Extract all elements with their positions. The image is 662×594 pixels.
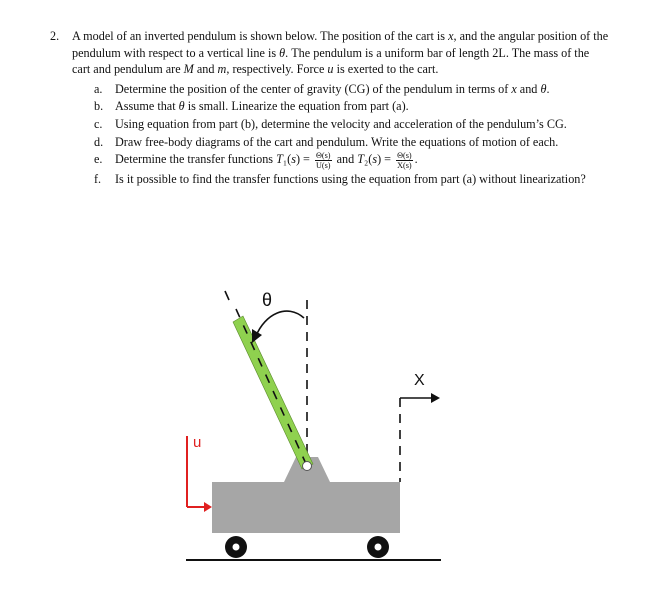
fraction-denominator: U(s) <box>315 161 331 171</box>
text-run: and <box>193 62 218 77</box>
text-run: Assume that <box>115 99 179 114</box>
fraction-denominator: X(s) <box>397 161 412 171</box>
text-run: . <box>546 81 550 96</box>
pendulum-extension-tick <box>225 291 229 300</box>
x-arrowhead <box>431 393 440 403</box>
text-run: Determine the transfer functions <box>115 152 277 167</box>
fraction-numerator: Θ(s) <box>397 151 412 161</box>
text-run: Is it possible to find the transfer functions using the equation from part (a) without linearization? <box>115 172 586 187</box>
math-symbol: M <box>183 62 194 77</box>
text-run: and <box>333 152 358 167</box>
sub-question-letter: b. <box>94 99 104 114</box>
theta-angle-arc <box>256 311 304 336</box>
pivot-joint <box>303 462 312 471</box>
problem-number: 2. <box>50 29 60 43</box>
math-symbol: x <box>511 81 517 96</box>
text-run: , and the angular position of the pendulum with respect to a vertical line is <box>72 29 609 60</box>
fraction-numerator: Θ(s) <box>315 151 331 161</box>
text-run: A model of an inverted pendulum is shown below. The position of the cart is <box>72 29 449 43</box>
text-run: and <box>516 81 541 96</box>
sub-question-letter: c. <box>94 116 103 131</box>
math-symbol: T <box>276 152 283 167</box>
math-symbol: x <box>448 29 454 43</box>
math-symbol: θ <box>540 81 547 96</box>
text-run: Determine the position of the center of gravity (CG) of the pendulum in terms of <box>115 81 512 96</box>
left-wheel <box>225 536 247 558</box>
text-run: Using equation from part (b), determine the velocity and acceleration of the pendulum’s CG. <box>115 116 567 131</box>
text-run: , respectively. Force <box>226 62 328 77</box>
x-label: X <box>414 372 425 389</box>
sub-question-letter: f. <box>94 172 102 187</box>
math-symbol: θ <box>279 45 286 60</box>
text-run: ₁( <box>282 152 292 167</box>
u-label: u <box>193 434 202 451</box>
text-run: Draw free-body diagrams of the cart and pendulum. Write the equations of motion of each. <box>115 134 559 149</box>
sub-question-letter: d. <box>94 134 104 149</box>
text-run: . The pendulum is a uniform bar of length 2L. The mass of the cart and pendulum are <box>72 45 590 77</box>
sub-question-letter: a. <box>94 81 103 96</box>
math-symbol: u <box>327 62 334 77</box>
text-run: is exerted to the cart. <box>333 62 439 77</box>
theta-arrowhead <box>252 329 262 343</box>
text-run: is small. Linearize the equation from part (a). <box>184 99 409 114</box>
math-symbol: T <box>357 152 365 167</box>
math-symbol: s <box>291 152 296 167</box>
pendulum-bar <box>233 309 313 469</box>
math-symbol: θ <box>178 99 185 114</box>
text-run: . <box>414 152 418 167</box>
math-symbol: m <box>217 62 227 77</box>
theta-label: θ <box>262 290 273 310</box>
sub-question-letter: e. <box>94 152 103 167</box>
text-run: ) = <box>295 152 313 167</box>
text-run: ) = <box>377 152 395 167</box>
math-symbol: s <box>372 152 378 167</box>
right-wheel <box>367 536 389 558</box>
text-run: ₂( <box>364 152 373 167</box>
